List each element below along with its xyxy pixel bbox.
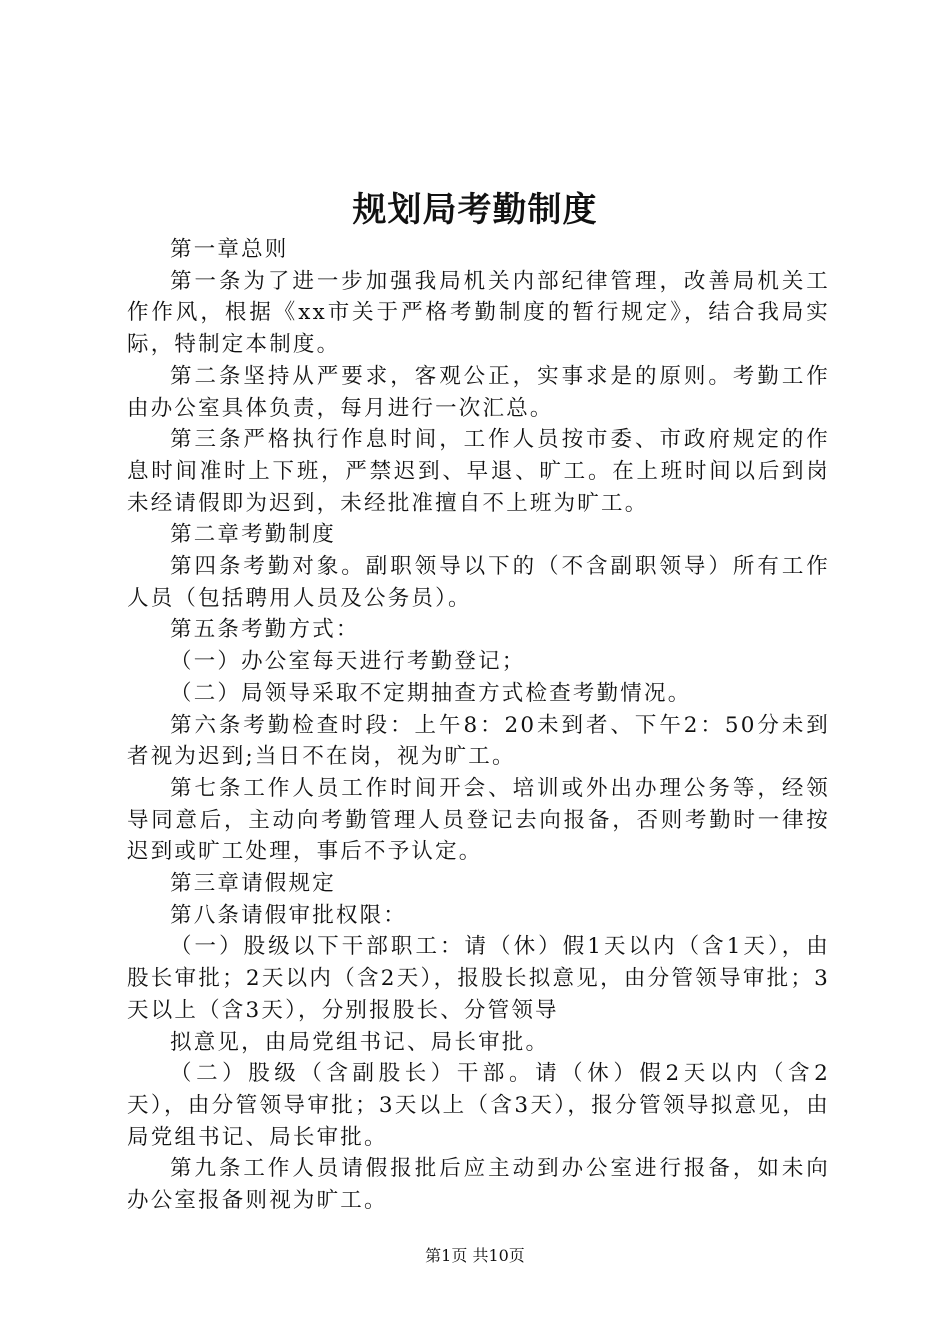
page-footer [0, 1244, 950, 1268]
document-title: 规划局考勤制度 [352, 190, 598, 230]
list-item: （二）股级（含副股长）干部。请（休）假2天以内（含2天），由分管领导审批；3天以上（含3天），报分管领导拟意见，由局党组书记、局长审批。 [127, 1061, 830, 1150]
chapter-heading: 第三章请假规定 [170, 871, 336, 897]
list-item: （二）局领导采取不定期抽查方式检查考勤情况。 [170, 680, 692, 706]
article-paragraph: 第六条考勤检查时段：上午8：20未到者、下午2：50分未到者视为迟到;当日不在岗，视为旷工。 [127, 712, 830, 770]
article-paragraph: 第二条坚持从严要求，客观公正，实事求是的原则。考勤工作由办公室具体负责，每月进行一次汇总。 [127, 363, 830, 421]
document-body [127, 234, 830, 1217]
list-item: （一）股级以下干部职工：请（休）假1天以内（含1天），由股长审批；2天以内（含2天），报股长拟意见，由分管领导审批；3天以上（含3天），分别报股长、分管领导 [127, 934, 830, 1023]
list-item: （一）办公室每天进行考勤登记； [170, 649, 526, 675]
article-paragraph: 第七条工作人员工作时间开会、培训或外出办理公务等，经领导同意后，主动向考勤管理人员登记去向报备，否则考勤时一律按迟到或旷工处理，事后不予认定。 [127, 775, 830, 865]
article-paragraph: 第四条考勤对象。副职领导以下的（不含副职领导）所有工作人员（包括聘用人员及公务员）。 [127, 554, 830, 611]
article-paragraph: 第九条工作人员请假报批后应主动到办公室进行报备，如未向办公室报备则视为旷工。 [127, 1156, 830, 1214]
article-paragraph: 第三条严格执行作息时间，工作人员按市委、市政府规定的作息时间准时上下班，严禁迟到、早退、旷工。在上班时间以后到岗未经请假即为迟到，未经批准擅自不上班为旷工。 [127, 427, 830, 516]
article-paragraph: 第一条为了进一步加强我局机关内部纪律管理，改善局机关工作作风，根据《xx市关于严格考勤制度的暂行规定》，结合我局实际，特制定本制度。 [127, 268, 830, 358]
article-paragraph: 第五条考勤方式： [170, 617, 360, 643]
chapter-heading: 第二章考勤制度 [170, 522, 336, 548]
page-indicator: 第1页 共10页 [425, 1246, 525, 1265]
list-item-continuation: 拟意见，由局党组书记、局长审批。 [170, 1029, 550, 1055]
chapter-heading: 第一章总则 [170, 237, 289, 262]
article-paragraph: 第八条请假审批权限： [170, 902, 408, 928]
